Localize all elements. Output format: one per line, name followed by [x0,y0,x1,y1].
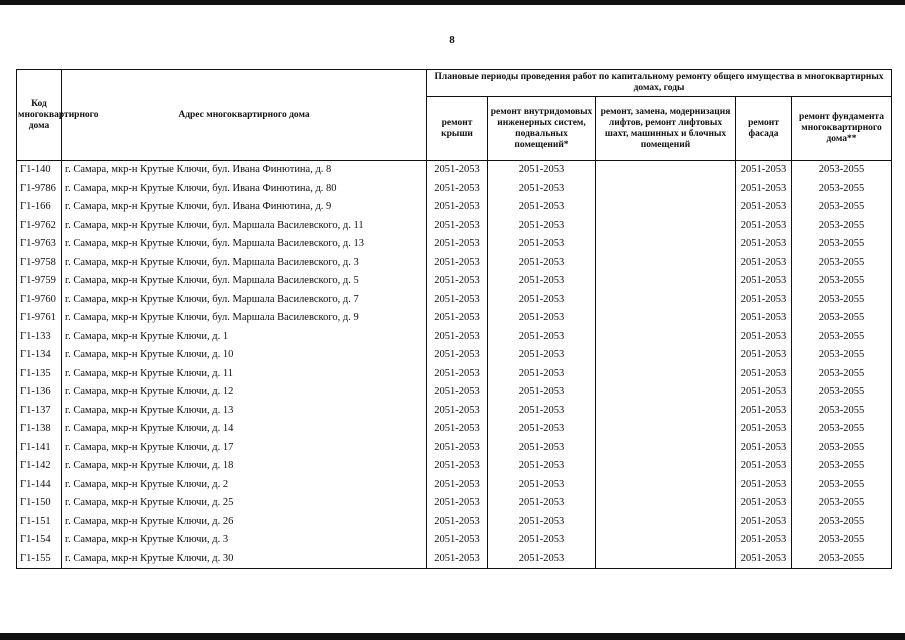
cell-foundation: 2053-2055 [792,309,892,328]
cell-facade: 2051-2053 [736,254,792,273]
cell-address: г. Самара, мкр-н Крутые Ключи, д. 10 [62,346,427,365]
cell-address: г. Самара, мкр-н Крутые Ключи, д. 18 [62,457,427,476]
cell-roof: 2051-2053 [427,161,488,180]
header-facade: ремонт фасада [736,97,792,161]
cell-code: Г1-9759 [17,272,62,291]
cell-facade: 2051-2053 [736,161,792,180]
cell-systems: 2051-2053 [488,235,596,254]
table-row [17,494,892,513]
cell-facade: 2051-2053 [736,365,792,384]
cell-systems: 2051-2053 [488,161,596,180]
cell-foundation: 2053-2055 [792,531,892,550]
cell-foundation: 2053-2055 [792,235,892,254]
cell-address: г. Самара, мкр-н Крутые Ключи, д. 13 [62,402,427,421]
cell-systems: 2051-2053 [488,291,596,310]
cell-address: г. Самара, мкр-н Крутые Ключи, д. 26 [62,513,427,532]
table-row [17,180,892,199]
cell-foundation: 2053-2055 [792,420,892,439]
cell-lifts [596,254,736,273]
cell-systems: 2051-2053 [488,550,596,569]
table-row [17,235,892,254]
cell-facade: 2051-2053 [736,328,792,347]
cell-lifts [596,198,736,217]
cell-foundation: 2053-2055 [792,513,892,532]
cell-facade: 2051-2053 [736,531,792,550]
cell-systems: 2051-2053 [488,513,596,532]
cell-foundation: 2053-2055 [792,346,892,365]
header-lifts: ремонт, замена, модернизация лифтов, ремонт лифтовых шахт, машинных и блочных помещений [596,97,736,161]
table-row [17,439,892,458]
cell-lifts [596,476,736,495]
cell-address: г. Самара, мкр-н Крутые Ключи, бул. Ивана Финютина, д. 9 [62,198,427,217]
cell-lifts [596,217,736,236]
cell-foundation: 2053-2055 [792,457,892,476]
table-row [17,291,892,310]
table-row [17,272,892,291]
cell-foundation: 2053-2055 [792,291,892,310]
cell-lifts [596,328,736,347]
cell-systems: 2051-2053 [488,457,596,476]
cell-systems: 2051-2053 [488,346,596,365]
cell-facade: 2051-2053 [736,198,792,217]
cell-facade: 2051-2053 [736,291,792,310]
cell-lifts [596,531,736,550]
cell-foundation: 2053-2055 [792,272,892,291]
bottom-rule [0,633,905,640]
cell-systems: 2051-2053 [488,328,596,347]
cell-foundation: 2053-2055 [792,254,892,273]
cell-code: Г1-134 [17,346,62,365]
cell-systems: 2051-2053 [488,309,596,328]
cell-facade: 2051-2053 [736,420,792,439]
cell-systems: 2051-2053 [488,476,596,495]
cell-roof: 2051-2053 [427,328,488,347]
cell-systems: 2051-2053 [488,494,596,513]
cell-foundation: 2053-2055 [792,494,892,513]
table-body [17,161,892,569]
cell-code: Г1-9758 [17,254,62,273]
header-code: Код многоквартирного дома [17,70,62,161]
cell-code: Г1-151 [17,513,62,532]
cell-foundation: 2053-2055 [792,476,892,495]
cell-systems: 2051-2053 [488,217,596,236]
cell-code: Г1-141 [17,439,62,458]
cell-address: г. Самара, мкр-н Крутые Ключи, д. 2 [62,476,427,495]
cell-foundation: 2053-2055 [792,180,892,199]
cell-address: г. Самара, мкр-н Крутые Ключи, бул. Маршала Василевского, д. 3 [62,254,427,273]
cell-address: г. Самара, мкр-н Крутые Ключи, бул. Ивана Финютина, д. 80 [62,180,427,199]
cell-address: г. Самара, мкр-н Крутые Ключи, бул. Ивана Финютина, д. 8 [62,161,427,180]
table-row [17,161,892,180]
cell-address: г. Самара, мкр-н Крутые Ключи, бул. Маршала Василевского, д. 11 [62,217,427,236]
cell-address: г. Самара, мкр-н Крутые Ключи, бул. Маршала Василевского, д. 5 [62,272,427,291]
table-row [17,217,892,236]
table-row [17,328,892,347]
cell-facade: 2051-2053 [736,383,792,402]
cell-foundation: 2053-2055 [792,439,892,458]
cell-foundation: 2053-2055 [792,365,892,384]
cell-roof: 2051-2053 [427,402,488,421]
cell-address: г. Самара, мкр-н Крутые Ключи, бул. Маршала Василевского, д. 7 [62,291,427,310]
cell-roof: 2051-2053 [427,383,488,402]
cell-facade: 2051-2053 [736,494,792,513]
cell-roof: 2051-2053 [427,217,488,236]
cell-lifts [596,272,736,291]
cell-systems: 2051-2053 [488,402,596,421]
cell-address: г. Самара, мкр-н Крутые Ключи, д. 12 [62,383,427,402]
page-number: 8 [449,34,455,46]
cell-lifts [596,402,736,421]
cell-code: Г1-9786 [17,180,62,199]
cell-address: г. Самара, мкр-н Крутые Ключи, бул. Маршала Василевского, д. 13 [62,235,427,254]
cell-roof: 2051-2053 [427,513,488,532]
cell-code: Г1-136 [17,383,62,402]
table-row [17,346,892,365]
cell-facade: 2051-2053 [736,439,792,458]
table-row [17,420,892,439]
table-row [17,402,892,421]
cell-lifts [596,383,736,402]
cell-code: Г1-9760 [17,291,62,310]
cell-code: Г1-9761 [17,309,62,328]
cell-address: г. Самара, мкр-н Крутые Ключи, д. 30 [62,550,427,569]
cell-lifts [596,346,736,365]
cell-address: г. Самара, мкр-н Крутые Ключи, д. 14 [62,420,427,439]
cell-code: Г1-142 [17,457,62,476]
cell-roof: 2051-2053 [427,180,488,199]
cell-foundation: 2053-2055 [792,383,892,402]
table-row [17,513,892,532]
cell-lifts [596,494,736,513]
cell-systems: 2051-2053 [488,254,596,273]
table-row [17,254,892,273]
cell-systems: 2051-2053 [488,439,596,458]
header-address: Адрес многоквартирного дома [62,70,427,161]
cell-facade: 2051-2053 [736,550,792,569]
cell-facade: 2051-2053 [736,180,792,199]
cell-roof: 2051-2053 [427,198,488,217]
cell-lifts [596,161,736,180]
cell-address: г. Самара, мкр-н Крутые Ключи, д. 25 [62,494,427,513]
cell-roof: 2051-2053 [427,291,488,310]
cell-code: Г1-9763 [17,235,62,254]
table-row [17,365,892,384]
capital-repair-table [16,69,892,569]
cell-systems: 2051-2053 [488,180,596,199]
cell-code: Г1-138 [17,420,62,439]
cell-code: Г1-9762 [17,217,62,236]
cell-roof: 2051-2053 [427,254,488,273]
cell-systems: 2051-2053 [488,531,596,550]
cell-code: Г1-133 [17,328,62,347]
cell-roof: 2051-2053 [427,420,488,439]
cell-facade: 2051-2053 [736,272,792,291]
cell-foundation: 2053-2055 [792,328,892,347]
cell-address: г. Самара, мкр-н Крутые Ключи, д. 1 [62,328,427,347]
cell-systems: 2051-2053 [488,420,596,439]
cell-roof: 2051-2053 [427,476,488,495]
cell-address: г. Самара, мкр-н Крутые Ключи, д. 17 [62,439,427,458]
cell-lifts [596,457,736,476]
table-row [17,309,892,328]
cell-code: Г1-144 [17,476,62,495]
cell-systems: 2051-2053 [488,198,596,217]
cell-foundation: 2053-2055 [792,198,892,217]
cell-roof: 2051-2053 [427,457,488,476]
cell-facade: 2051-2053 [736,346,792,365]
cell-lifts [596,550,736,569]
cell-systems: 2051-2053 [488,272,596,291]
cell-roof: 2051-2053 [427,550,488,569]
cell-facade: 2051-2053 [736,402,792,421]
top-rule [0,0,905,5]
cell-lifts [596,420,736,439]
cell-roof: 2051-2053 [427,272,488,291]
cell-systems: 2051-2053 [488,383,596,402]
table-row [17,476,892,495]
cell-facade: 2051-2053 [736,457,792,476]
cell-facade: 2051-2053 [736,217,792,236]
cell-code: Г1-154 [17,531,62,550]
cell-facade: 2051-2053 [736,476,792,495]
header-roof: ремонт крыши [427,97,488,161]
cell-foundation: 2053-2055 [792,402,892,421]
cell-lifts [596,439,736,458]
cell-address: г. Самара, мкр-н Крутые Ключи, д. 3 [62,531,427,550]
cell-roof: 2051-2053 [427,309,488,328]
cell-code: Г1-150 [17,494,62,513]
cell-facade: 2051-2053 [736,513,792,532]
cell-foundation: 2053-2055 [792,217,892,236]
header-periods: Плановые периоды проведения работ по капитальному ремонту общего имущества в многоквартирных домах, годы [427,70,892,97]
cell-foundation: 2053-2055 [792,550,892,569]
cell-lifts [596,513,736,532]
cell-facade: 2051-2053 [736,309,792,328]
table-row [17,457,892,476]
cell-code: Г1-135 [17,365,62,384]
table-row [17,383,892,402]
cell-roof: 2051-2053 [427,439,488,458]
cell-address: г. Самара, мкр-н Крутые Ключи, д. 11 [62,365,427,384]
cell-roof: 2051-2053 [427,494,488,513]
cell-lifts [596,235,736,254]
table-row [17,550,892,569]
cell-code: Г1-140 [17,161,62,180]
cell-address: г. Самара, мкр-н Крутые Ключи, бул. Маршала Василевского, д. 9 [62,309,427,328]
cell-code: Г1-155 [17,550,62,569]
cell-code: Г1-166 [17,198,62,217]
table-row [17,198,892,217]
cell-systems: 2051-2053 [488,365,596,384]
cell-lifts [596,365,736,384]
cell-roof: 2051-2053 [427,346,488,365]
cell-lifts [596,180,736,199]
header-systems: ремонт внутридомовых инженерных систем, подвальных помещений* [488,97,596,161]
cell-facade: 2051-2053 [736,235,792,254]
cell-roof: 2051-2053 [427,531,488,550]
cell-lifts [596,291,736,310]
cell-code: Г1-137 [17,402,62,421]
cell-roof: 2051-2053 [427,365,488,384]
cell-foundation: 2053-2055 [792,161,892,180]
table-row [17,531,892,550]
cell-lifts [596,309,736,328]
cell-roof: 2051-2053 [427,235,488,254]
header-foundation: ремонт фундамента многоквартирного дома** [792,97,892,161]
